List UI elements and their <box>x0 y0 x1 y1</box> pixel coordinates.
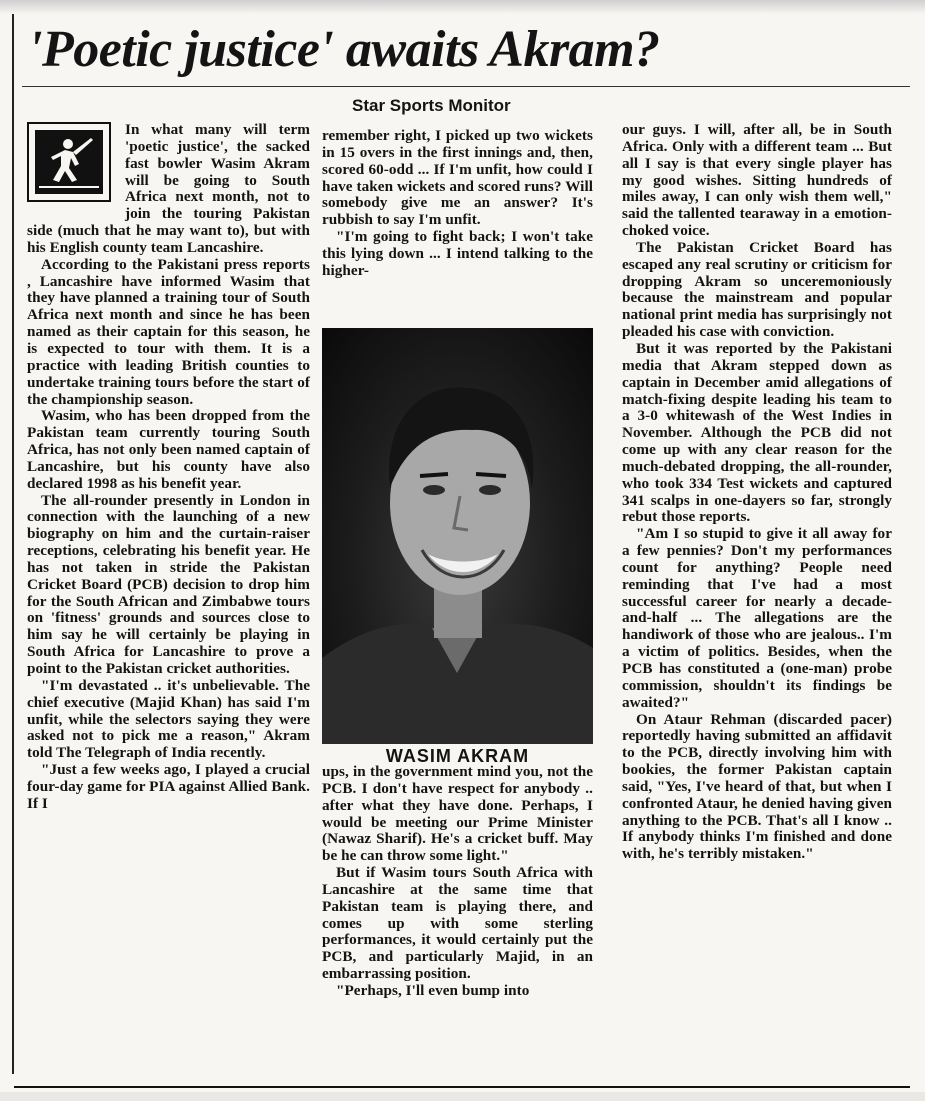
column-1-text <box>27 122 310 813</box>
article-column-2-top <box>322 128 593 328</box>
paragraph: "I'm devastated .. it's unbelievable. The chief executive (Majid Khan) has said I'm unfit, while the selectors saying they were asked not to pick me a reason," Akram told The Telegraph of India recently. <box>27 676 310 762</box>
paragraph: Wasim, who has been dropped from the Pakistan team currently touring South Africa, has not only been named captain of Lancashire, but his county have also declared 1998 as his benefit year. <box>27 407 310 492</box>
portrait-photo <box>322 328 593 744</box>
cricket-batsman-icon <box>27 122 111 202</box>
paragraph: our guys. I will, after all, be in South Africa. Only with a different team ... But all I say is that every single player has my good wishes. Sitting hundreds of miles away, I can only wish them well," said the tallented tearaway in a emotion-choked voice. <box>622 121 892 240</box>
portrait-illustration <box>322 328 593 744</box>
article-column-2-bottom <box>322 764 593 1084</box>
article-column-3 <box>622 122 892 1082</box>
paragraph: In what many will term 'poetic justice', the sacked fast bowler Wasim Akram will be going to South Africa next month, not to join the touring Pakistan side (much that he may want to), but with his English county team Lancashire. <box>27 121 310 256</box>
left-column-rule <box>12 14 14 1074</box>
paragraph: "Just a few weeks ago, I played a crucial four-day game for PIA against Allied Bank. If I <box>27 761 310 812</box>
paragraph: remember right, I picked up two wickets in 15 overs in the first innings and, then, scored 60-odd ... If I'm unfit, how could I have taken wickets and scored runs? Will somebody give me an answer? It's rubbish to say I'm unfit. <box>322 127 593 229</box>
paragraph: "I'm going to fight back; I won't take this lying down ... I intend talking to the higher- <box>322 228 593 279</box>
photo-caption: WASIM AKRAM <box>385 746 530 766</box>
paragraph: "Am I so stupid to give it all away for a few pennies? Don't my performances count for anything? People need reminding that I've had a most successful career for nearly a decade-and-half ... The allegations are the handiwork of those who are jealous.. I'm a victim of politics. Besides, when the PCB has constituted a (one-man) probe commission, shouldn't its findings be awaited?" <box>622 525 892 711</box>
headline: 'Poetic justice' awaits Akram? <box>28 21 660 78</box>
paragraph: But it was reported by the Pakistani media that Akram stepped down as captain in December amid allegations of match-fixing despite leading his team to a 3-0 whitewash of the West Indies in November. Although the PCB did not come up with any clear reason for the much-debated dropping, the all-rounder, who took 334 Test wickets and captured 341 scalps in one-dayers so far, strongly rebut those reports. <box>622 339 892 526</box>
bottom-strip <box>0 1092 925 1101</box>
section-logo-graphic <box>35 130 103 194</box>
paragraph: But if Wasim tours South Africa with Lancashire at the same time that Pakistan team is playing there, and comes up with some sterling performances, it would certainly put the PCB, and particularly Majid, in an embarrassing position. <box>322 864 593 983</box>
paragraph: The Pakistan Cricket Board has escaped any real scrutiny or criticism for dropping Akram so unceremoniously because the mainstream and popular national print media has surprisingly not pleaded his case with conviction. <box>622 238 892 341</box>
paragraph: ups, in the government mind you, not the PCB. I don't have respect for anybody .. after what they have done. Perhaps, I would be meeting our Prime Minister (Nawaz Sharif). He's a cricket buff. May be he can throw some light." <box>322 763 593 865</box>
paragraph: "Perhaps, I'll even bump into <box>336 981 530 999</box>
paragraph: On Ataur Rehman (discarded pacer) reportedly having submitted an affidavit to the PCB, directly involving him with bookies, the former Pakistan captain said, "Yes, I've heard of that, but when I confronted Ataur, he denied having given anything to the PCB. That's all I know .. If anybody thinks I'm finished and done with, he's terribly mistaken." <box>622 710 892 863</box>
top-border <box>0 0 925 14</box>
bottom-rule <box>14 1086 910 1088</box>
paragraph: The all-rounder presently in London in connection with the launching of a new biography on him and the curtain-raiser receptions, celebrating his benefit year. He has not taken in stride the Pakistan Cricket Board (PCB) decision to drop him for the South African and Zimbabwe tours on 'fitness' grounds and sources close to him say he will certainly be playing in South Africa for Lancashire to prove a point to the Pakistan cricket authorities. <box>27 491 310 677</box>
headline-rule <box>22 86 910 87</box>
article-column-1 <box>27 122 310 1082</box>
byline: Star Sports Monitor <box>352 96 511 115</box>
paragraph: According to the Pakistani press reports , Lancashire have informed Wasim that they have planned a training tour of South Africa next month and since he has been named as their captain for this season, he is expected to tour with them. It is a practice with leading British counties to undertake training tours before the start of the championship season. <box>27 255 310 408</box>
